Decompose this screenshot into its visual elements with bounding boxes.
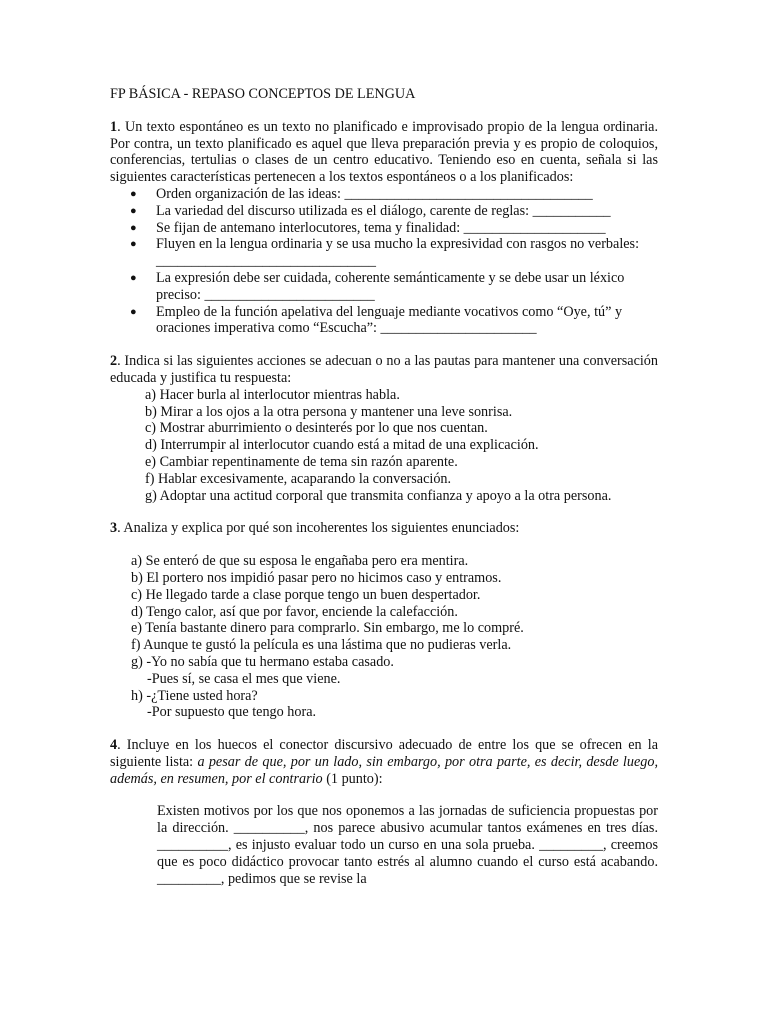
list-item (110, 270, 658, 304)
question-2 (110, 353, 658, 504)
question-4-text: . Incluye en los huecos el conector discursivo adecuado de entre los que se ofrecen en la siguiente lista: (110, 737, 658, 770)
question-2-list (110, 387, 658, 505)
list-item: b) El portero nos impidió pasar pero no hicimos caso y entramos. (131, 569, 502, 586)
spacer (110, 787, 658, 803)
list-item (110, 236, 658, 270)
document-title: FP BÁSICA - REPASO CONCEPTOS DE LENGUA (110, 86, 416, 102)
question-1-prompt (110, 119, 658, 186)
question-3-number: 3 (110, 520, 118, 537)
list-item: f) Hablar excesivamente, acaparando la conversación. (145, 470, 452, 487)
question-1-text: . Un texto espontáneo es un texto no planificado e improvisado propio de la lengua ordinaria. Por contra, un texto planificado es aquel que lleva preparación previa y es propio de coloquios, conferencias, tertulias o clases de un centro educativo. Teniendo eso en cuenta, señala si las siguientes características pertenecen a los textos espontáneos o a los planificados: (110, 118, 658, 186)
question-4-number: 4 (110, 737, 118, 754)
list-item: e) Tenía bastante dinero para comprarlo. Sin embargo, me lo compré. (131, 620, 524, 637)
list-item: g) -Yo no sabía que tu hermano estaba casado. (131, 653, 394, 670)
list-item: h) -¿Tiene usted hora? (131, 687, 258, 704)
question-3-text: . Analiza y explica por qué son incoherentes los siguientes enunciados: (117, 520, 520, 537)
document-content (110, 86, 658, 903)
question-1 (110, 119, 658, 337)
question-4 (110, 737, 658, 887)
bullet-icon: ● (130, 305, 137, 318)
list-item: g) Adoptar una actitud corporal que transmita confianza y apoyo a la otra persona. (145, 487, 612, 504)
question-2-number: 2 (110, 353, 118, 370)
question-1-number: 1 (110, 118, 118, 135)
question-4-paragraph: Existen motivos por los que nos oponemos a las jornadas de suficiencia propuestas por la dirección. __________, nos parece abusivo acumular tantos exámenes en tres días. __________, es injusto evaluar todo un curso en una sola prueba. _________, creemos que es poco didáctico provocar tanto estrés al alumno cuando el curso está acabando. _________, pedimos que se revise la (157, 803, 658, 887)
question-3-prompt (110, 520, 658, 537)
list-item-text: Se fijan de antemano interlocutores, tema y finalidad: ____________________ (156, 219, 606, 236)
list-item (110, 304, 658, 338)
list-item: -Pues sí, se casa el mes que viene. (147, 670, 341, 687)
list-item: -Por supuesto que tengo hora. (147, 704, 317, 721)
list-item: d) Interrumpir al interlocutor cuando está a mitad de una explicación. (145, 437, 539, 454)
list-item: a) Se enteró de que su esposa le engañaba pero era mentira. (131, 553, 469, 570)
list-item: c) Mostrar aburrimiento o desinterés por lo que nos cuentan. (145, 420, 488, 437)
list-item-text: Fluyen en la lengua ordinaria y se usa mucho la expresividad con rasgos no verbales: _______________________________ (156, 236, 640, 270)
question-2-text: . Indica si las siguientes acciones se adecuan o no a las pautas para mantener una conversación educada y justifica tu respuesta: (110, 353, 658, 386)
bullet-icon: ● (130, 271, 137, 284)
bullet-icon: ● (130, 221, 137, 234)
bullet-icon: ● (130, 238, 137, 251)
list-item: f) Aunque te gustó la película es una lástima que no pudieras verla. (131, 637, 512, 654)
question-3-list (110, 553, 658, 721)
list-item: d) Tengo calor, así que por favor, enciende la calefacción. (131, 603, 458, 620)
list-item-text: La expresión debe ser cuidada, coherente semánticamente y se debe usar un léxico preciso: ________________________ (156, 269, 625, 303)
list-item: a) Hacer burla al interlocutor mientras habla. (145, 386, 400, 403)
bullet-icon: ● (130, 187, 137, 200)
question-4-points: (1 punto): (322, 770, 383, 787)
list-item: e) Cambiar repentinamente de tema sin razón aparente. (145, 453, 458, 470)
list-item (110, 203, 658, 220)
question-2-prompt (110, 353, 658, 387)
list-item-text: La variedad del discurso utilizada es el diálogo, carente de reglas: ___________ (156, 202, 611, 219)
question-4-connectors: a pesar de que, por un lado, sin embargo, por otra parte, es decir, desde luego, además, en resumen, por el contrario (110, 753, 659, 787)
list-item (110, 186, 658, 203)
question-4-prompt (110, 737, 658, 787)
list-item: c) He llegado tarde a clase porque tengo un buen despertador. (131, 586, 481, 603)
list-item: b) Mirar a los ojos a la otra persona y mantener una leve sonrisa. (145, 403, 513, 420)
list-item-text: Empleo de la función apelativa del lenguaje mediante vocativos como “Oye, tú” y oraciones imperativa como “Escucha”: ______________________ (156, 303, 623, 337)
bullet-icon: ● (130, 204, 137, 217)
list-item (110, 220, 658, 237)
spacer (110, 537, 658, 553)
question-1-list (110, 186, 658, 337)
question-3 (110, 520, 658, 721)
list-item-text: Orden organización de las ideas: ___________________________________ (156, 185, 593, 202)
